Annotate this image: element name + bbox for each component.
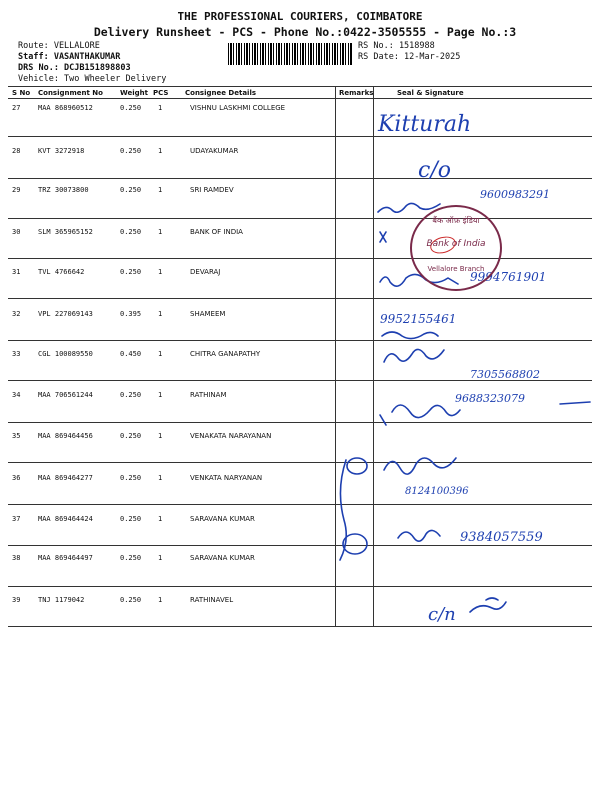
- weight: 0.250: [120, 515, 142, 523]
- consignee-name: CHITRA GANAPATHY: [190, 350, 261, 358]
- sno: 32: [12, 310, 21, 318]
- row-rule: [8, 340, 592, 341]
- weight: 0.250: [120, 186, 142, 194]
- col-weight: Weight: [120, 89, 148, 97]
- signature-scribble-35: [384, 458, 456, 474]
- pcs: 1: [158, 268, 163, 276]
- consignee-name: VENAKATA NARAYANAN: [190, 432, 272, 440]
- consignee-name: RATHINAVEL: [190, 596, 234, 604]
- pcs: 1: [158, 432, 163, 440]
- runsheet-subtitle: Delivery Runsheet - PCS - Phone No.:0422-3505555 - Page No.:3: [93, 25, 517, 39]
- col-consignment: Consignment No: [38, 89, 103, 97]
- sno: 33: [12, 350, 21, 358]
- col-seal-signature: Seal & Signature: [397, 89, 464, 97]
- pcs: 1: [158, 104, 163, 112]
- sno: 35: [12, 432, 21, 440]
- vehicle-label: Vehicle: Two Wheeler Delivery: [18, 74, 167, 84]
- pcs: 1: [158, 596, 163, 604]
- signature-39: c/n: [428, 604, 456, 625]
- signature-scribble-39b: [486, 598, 498, 600]
- consignee-name: SHAMEEM: [190, 310, 226, 318]
- consignment-no: MAA 868960512: [38, 104, 93, 112]
- consignee-name: VENKATA NARYANAN: [190, 474, 263, 482]
- signature-scribble-32: [382, 332, 438, 339]
- row-rule: [8, 298, 592, 299]
- phone-34: 9688323079: [455, 392, 525, 405]
- signature-scribble-37: [398, 530, 440, 541]
- sno: 34: [12, 391, 21, 399]
- weight: 0.250: [120, 554, 142, 562]
- weight: 0.250: [120, 147, 142, 155]
- row-rule: [8, 504, 592, 505]
- consignment-no: KVT 3272918: [38, 147, 85, 155]
- pcs: 1: [158, 350, 163, 358]
- weight: 0.395: [120, 310, 142, 318]
- consignee-name: VISHNU LASKHMI COLLEGE: [190, 104, 286, 112]
- consignment-no: MAA 869464456: [38, 432, 93, 440]
- pcs: 1: [158, 228, 163, 236]
- row-rule: [8, 545, 592, 546]
- drs-number: DRS No.: DCJB151898803: [18, 63, 131, 73]
- dash-34: [560, 402, 590, 404]
- consignee-name: RATHINAM: [190, 391, 227, 399]
- consignment-no: MAA 869464424: [38, 515, 93, 523]
- consignment-no: VPL 227069143: [38, 310, 93, 318]
- signature-scribble-33: [384, 349, 444, 362]
- consignment-no: SLM 365965152: [38, 228, 93, 236]
- consignment-no: MAA 706561244: [38, 391, 93, 399]
- phone-37: 9384057559: [460, 530, 543, 545]
- weight: 0.250: [120, 432, 142, 440]
- consignee-name: UDAYAKUMAR: [190, 147, 239, 155]
- weight: 0.250: [120, 268, 142, 276]
- consignee-name: SARAVANA KUMAR: [190, 554, 255, 562]
- phone-31: 9994761901: [470, 270, 547, 284]
- consignee-name: BANK OF INDIA: [190, 228, 243, 236]
- col-pcs: PCS: [153, 89, 169, 97]
- weight: 0.250: [120, 104, 142, 112]
- bank-stamp: [410, 205, 502, 291]
- row-rule: [8, 462, 592, 463]
- route-label: Route: VELLALORE: [18, 41, 100, 51]
- consignment-no: TNJ 1179042: [38, 596, 85, 604]
- signature-28: c/o: [418, 158, 451, 183]
- pcs: 1: [158, 186, 163, 194]
- consignment-no: MAA 869464497: [38, 554, 93, 562]
- phone-35: 8124100396: [405, 486, 469, 497]
- company-title: THE PROFESSIONAL COURIERS, COIMBATORE: [177, 10, 423, 23]
- pcs: 1: [158, 310, 163, 318]
- consignment-no: CGL 100089550: [38, 350, 93, 358]
- row-rule: [8, 258, 592, 259]
- weight: 0.250: [120, 474, 142, 482]
- sno: 37: [12, 515, 21, 523]
- rs-date: RS Date: 12-Mar-2025: [358, 52, 461, 62]
- stamp-top-text: बैंक ऑफ़ इंडिया: [432, 216, 480, 225]
- pcs: 1: [158, 147, 163, 155]
- consignment-no: TVL 4766642: [38, 268, 85, 276]
- sno: 30: [12, 228, 21, 236]
- row-rule: [8, 136, 592, 137]
- table-header-rule: [8, 98, 592, 99]
- row-rule: [8, 586, 592, 587]
- signature-scribble-30: [380, 232, 386, 242]
- signature-27: Kitturah: [378, 112, 472, 137]
- weight: 0.250: [120, 391, 142, 399]
- consignee-name: SARAVANA KUMAR: [190, 515, 255, 523]
- consignee-name: DEVARAJ: [190, 268, 221, 276]
- col-remarks: Remarks: [339, 89, 374, 97]
- pcs: 1: [158, 474, 163, 482]
- col-consignee: Consignee Details: [185, 89, 257, 97]
- col-sno: S No: [12, 89, 31, 97]
- row-rule: [8, 218, 592, 219]
- pcs: 1: [158, 515, 163, 523]
- sno: 38: [12, 554, 21, 562]
- circled-mark-37: [343, 534, 367, 554]
- sno: 29: [12, 186, 21, 194]
- stamp-branch: Vellalore Branch: [427, 265, 485, 273]
- stamp-bank-name: Bank of India: [426, 239, 486, 249]
- sno: 28: [12, 147, 21, 155]
- phone-33: 7305568802: [470, 368, 540, 381]
- row-rule: [8, 422, 592, 423]
- barcode: [228, 43, 353, 65]
- pcs: 1: [158, 391, 163, 399]
- sno: 31: [12, 268, 21, 276]
- consignee-name: SRI RAMDEV: [190, 186, 234, 194]
- weight: 0.250: [120, 596, 142, 604]
- sno: 27: [12, 104, 21, 112]
- phone-32: 9952155461: [380, 312, 457, 326]
- row-rule: [8, 178, 592, 179]
- staff-label: Staff: VASANTHAKUMAR: [18, 52, 121, 62]
- consignment-no: MAA 869464277: [38, 474, 93, 482]
- sno: 36: [12, 474, 21, 482]
- pcs: 1: [158, 554, 163, 562]
- circled-mark-35: [347, 458, 367, 474]
- rs-number: RS No.: 1518988: [358, 41, 435, 51]
- phone-29: 9600983291: [480, 188, 550, 201]
- table-top-rule: [8, 86, 592, 87]
- consignment-no: TRZ 30073800: [38, 186, 89, 194]
- table-bottom-rule: [8, 626, 592, 627]
- weight: 0.250: [120, 228, 142, 236]
- weight: 0.450: [120, 350, 142, 358]
- signature-scribble-39: [470, 602, 506, 612]
- sno: 39: [12, 596, 21, 604]
